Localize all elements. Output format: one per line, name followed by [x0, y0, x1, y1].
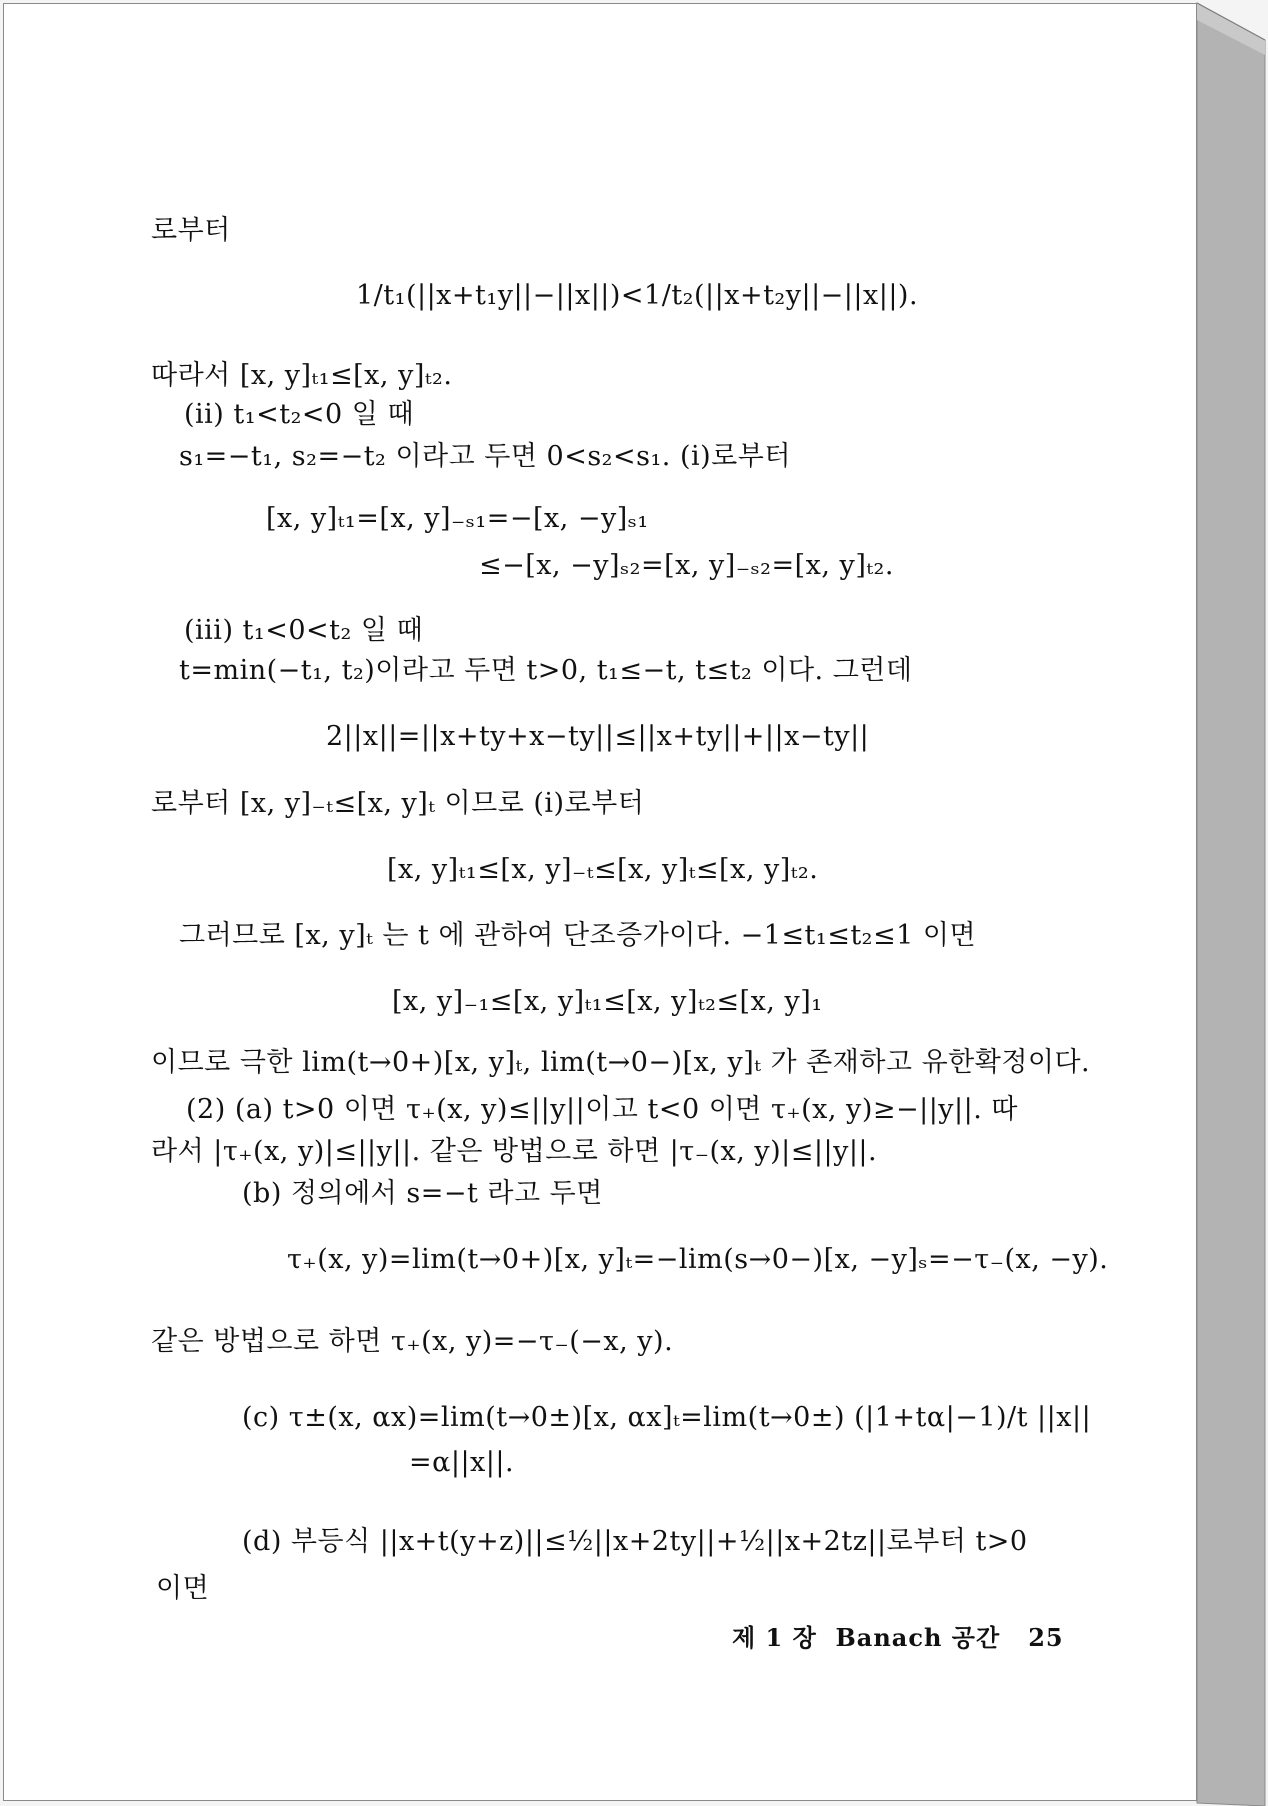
- text-line: 로부터 [x, y]₋ₜ≤[x, y]ₜ 이므로 (i)로부터: [151, 788, 645, 819]
- formula-line: =α||x||.: [409, 1447, 515, 1478]
- formula-line: τ₊(x, y)=lim(t→0+)[x, y]ₜ=−lim(s→0−)[x, −y]ₛ=−τ₋(x, −y).: [287, 1244, 1109, 1275]
- text-line: 이면: [156, 1573, 210, 1604]
- formula-line: [x, y]ₜ₁≤[x, y]₋ₜ≤[x, y]ₜ≤[x, y]ₜ₂.: [387, 854, 819, 885]
- text-line: 라서 |τ₊(x, y)|≤||y||. 같은 방법으로 하면 |τ₋(x, y)|≤||y||.: [151, 1136, 878, 1167]
- running-footer: [732, 1622, 1064, 1654]
- text-line: 이므로 극한 lim(t→0+)[x, y]ₜ, lim(t→0−)[x, y]ₜ 가 존재하고 유한확정이다.: [151, 1047, 1091, 1078]
- chapter-label: 제 1 장: [732, 1623, 817, 1652]
- text-line: (b) 정의에서 s=−t 라고 두면: [242, 1178, 603, 1209]
- formula-line: (c) τ±(x, αx)=lim(t→0±)[x, αx]ₜ=lim(t→0±) (|1+tα|−1)/t ||x||: [242, 1402, 1092, 1433]
- formula-line: [x, y]₋₁≤[x, y]ₜ₁≤[x, y]ₜ₂≤[x, y]₁: [392, 986, 823, 1017]
- formula-line: 1/t₁(||x+t₁y||−||x||)<1/t₂(||x+t₂y||−||x||).: [356, 280, 919, 311]
- book-page: [3, 3, 1197, 1801]
- text-line: t=min(−t₁, t₂)이라고 두면 t>0, t₁≤−t, t≤t₂ 이다. 그런데: [179, 655, 913, 686]
- formula-line: ≤−[x, −y]ₛ₂=[x, y]₋ₛ₂=[x, y]ₜ₂.: [479, 550, 894, 581]
- text-line: s₁=−t₁, s₂=−t₂ 이라고 두면 0<s₂<s₁. (i)로부터: [179, 441, 791, 472]
- text-line: 따라서 [x, y]ₜ₁≤[x, y]ₜ₂.: [151, 360, 453, 391]
- text-line: (ii) t₁<t₂<0 일 때: [184, 399, 415, 430]
- chapter-title: Banach 공간: [835, 1623, 1001, 1652]
- text-line: (iii) t₁<0<t₂ 일 때: [184, 615, 424, 646]
- page-number: 25: [1028, 1623, 1064, 1652]
- text-line: 같은 방법으로 하면 τ₊(x, y)=−τ₋(−x, y).: [151, 1326, 674, 1357]
- formula-line: 2||x||=||x+ty+x−ty||≤||x+ty||+||x−ty||: [326, 721, 870, 752]
- text-line: (2) (a) t>0 이면 τ₊(x, y)≤||y||이고 t<0 이면 τ₊(x, y)≥−||y||. 따: [186, 1094, 1018, 1125]
- text-line: (d) 부등식 ||x+t(y+z)||≤½||x+2ty||+½||x+2tz||로부터 t>0: [242, 1526, 1028, 1557]
- formula-line: [x, y]ₜ₁=[x, y]₋ₛ₁=−[x, −y]ₛ₁: [266, 503, 649, 534]
- text-line: 로부터: [151, 215, 231, 246]
- text-line: 그러므로 [x, y]ₜ 는 t 에 관하여 단조증가이다. −1≤t₁≤t₂≤1 이면: [179, 920, 977, 951]
